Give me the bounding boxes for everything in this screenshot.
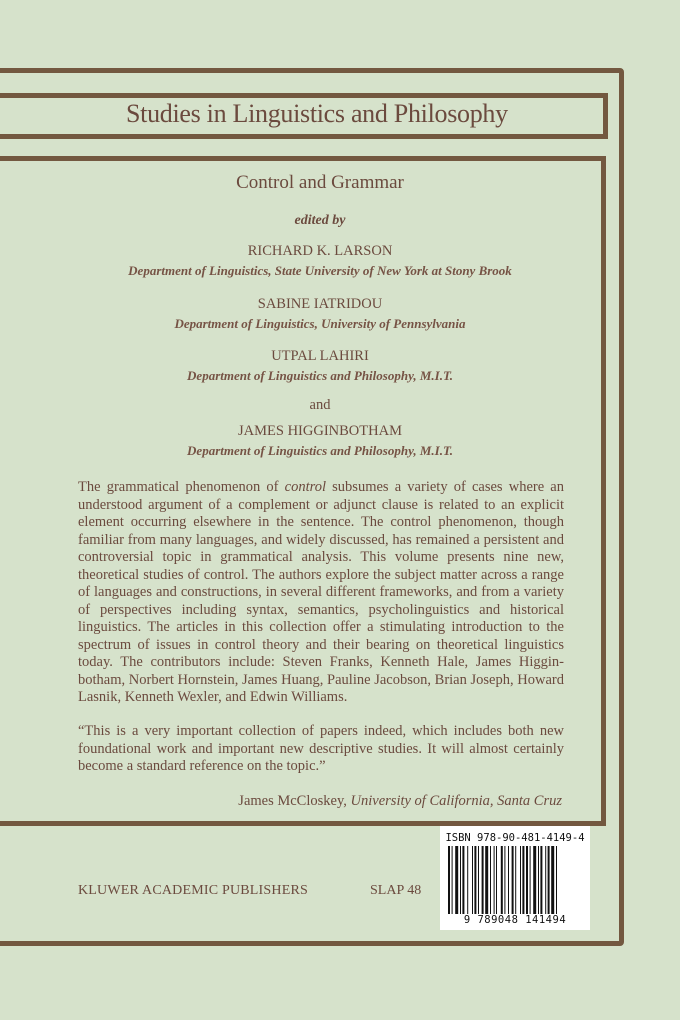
isbn: ISBN 978-90-481-4149-4 xyxy=(445,832,585,844)
barcode-bar xyxy=(478,846,479,914)
description-emphasis: control xyxy=(284,479,326,495)
barcode-bar xyxy=(467,846,468,914)
editor-name: SABINE IATRIDOU xyxy=(257,296,383,312)
barcode-bar xyxy=(520,846,521,914)
barcode-bar xyxy=(485,846,488,914)
barcode-bar xyxy=(548,846,550,914)
barcode-bar xyxy=(490,846,491,914)
editor-dept: Department of Linguistics, State University of New York at Stony Brook xyxy=(128,263,512,278)
book-title: Control and Grammar xyxy=(236,172,404,193)
description xyxy=(78,479,564,707)
barcode-bar xyxy=(538,846,539,914)
barcode-bar xyxy=(472,846,473,914)
barcode-bar xyxy=(530,846,531,914)
editor-dept: Department of Linguistics and Philosophy, M.I.T. xyxy=(187,443,453,458)
publisher: KLUWER ACADEMIC PUBLISHERS xyxy=(78,883,308,898)
editor-name: UTPAL LAHIRI xyxy=(271,348,369,364)
editor-dept: Department of Linguistics and Philosophy, M.I.T. xyxy=(187,368,453,383)
barcode-bar xyxy=(512,846,514,914)
barcode-bar xyxy=(515,846,516,914)
barcode-bar xyxy=(494,846,495,914)
editor-name: RICHARD K. LARSON xyxy=(247,243,393,259)
barcode-bar xyxy=(482,846,484,914)
attribution-name: James McCloskey, xyxy=(238,793,351,809)
and-separator: and xyxy=(309,397,331,413)
barcode-bar xyxy=(526,846,528,914)
barcode-bar xyxy=(545,846,546,914)
barcode-bar xyxy=(452,846,453,914)
editor-name: JAMES HIGGINBOTHAM xyxy=(238,423,402,439)
quote-attribution xyxy=(238,793,562,810)
barcode-bar xyxy=(508,846,509,914)
description-text: subsumes a variety of cases where an understood argument of a complement or adjunct clause is related to an explicit element occurring elsewhere in the sentence. The control phenomenon, though familiar from many languages, and widely discussed, has remained a persistent and controversial topic in grammatical analysis. This volume presents nine new, theoretical studies of control. The authors explore the subject matter across a range of languages and constructions, in several different frameworks, and from a variety of perspectives including syntax, semantics, psycholinguistics and historical linguistics. The articles in this collection offer a stimulating introduction to the spectrum of issues in control theory and their bearing on theoretical linguistics today. The contributors include: Steven Franks, Kenneth Hale, James Higgin-botham, Norbert Hornstein, James Huang, Pauline Jacobson, Brian Joseph, Howard Lasnik, Kenneth Wexler, and Edwin Williams. xyxy=(78,479,564,705)
barcode-bar xyxy=(522,846,524,914)
barcode-bar xyxy=(533,846,536,914)
review-quote: “This is a very important collection of papers indeed, which includes both new foundational work and important new descriptive studies. It will almost certainly become a standard reference on the topic.” xyxy=(78,723,564,774)
barcode-bar xyxy=(474,846,476,914)
barcode-bar xyxy=(501,846,503,914)
description-text: The grammatical phenomenon of xyxy=(78,479,285,495)
barcode-bar xyxy=(460,846,461,914)
barcode-bar xyxy=(462,846,464,914)
editor-dept: Department of Linguistics, University of Pennsylvania xyxy=(174,316,466,331)
edited-by: edited by xyxy=(294,213,346,228)
barcode-bar xyxy=(455,846,458,914)
barcode-bar xyxy=(540,846,542,914)
series-title: Studies in Linguistics and Philosophy xyxy=(126,99,508,128)
barcode-bar xyxy=(504,846,505,914)
barcode-bar xyxy=(448,846,450,914)
barcode xyxy=(448,846,582,914)
series-number: SLAP 48 xyxy=(370,883,422,898)
barcode-bar xyxy=(496,846,497,914)
isbn-barcode-box xyxy=(440,826,590,930)
barcode-bar xyxy=(556,846,557,914)
barcode-bar xyxy=(551,846,554,914)
barcode-number: 9 789048 141494 xyxy=(463,914,567,926)
attribution-affiliation: University of California, Santa Cruz xyxy=(350,793,562,809)
